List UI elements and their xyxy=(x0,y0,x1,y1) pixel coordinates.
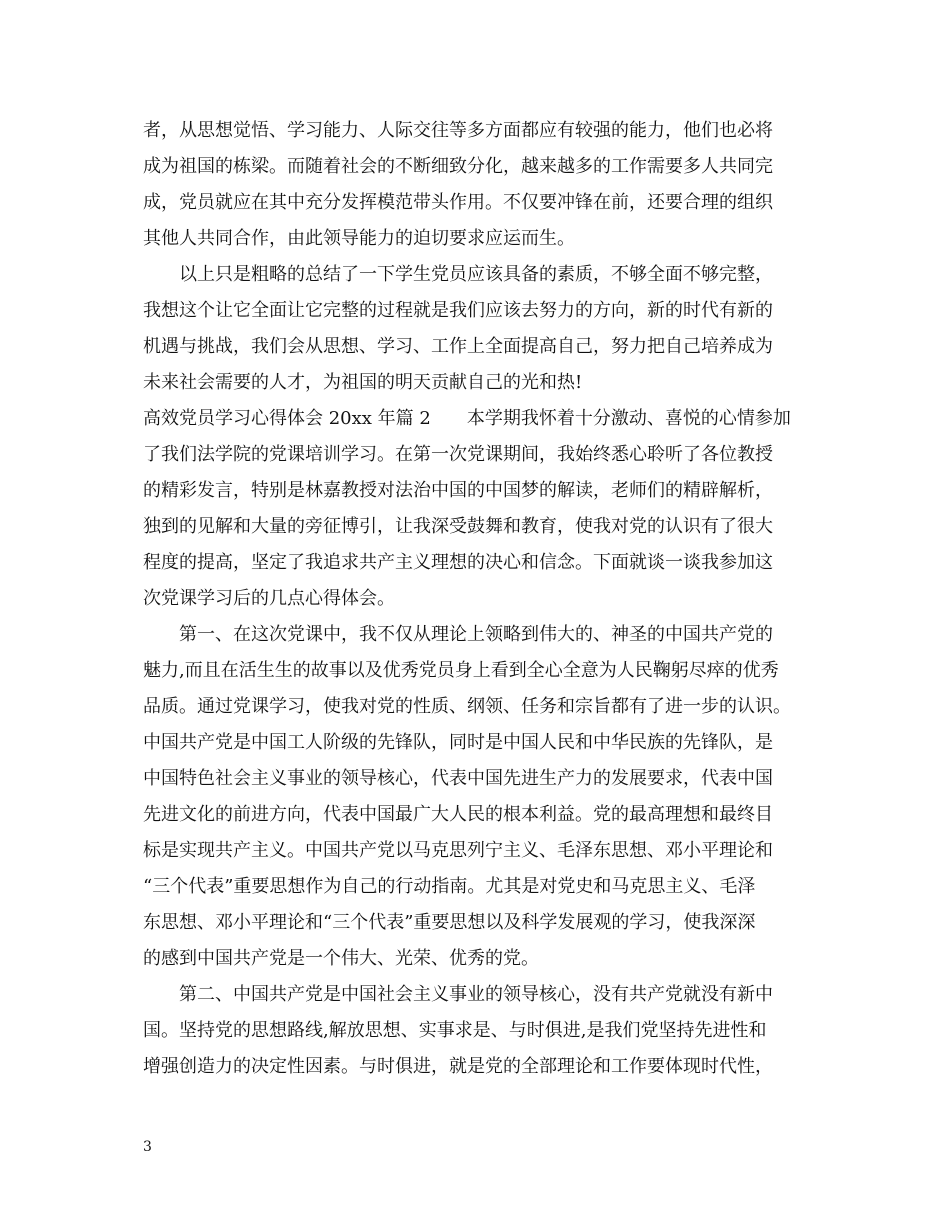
text-line: 了我们法学院的党课培训学习。在第一次党课期间，我始终悉心聆听了各位教授 xyxy=(143,444,773,465)
text-line: 先进文化的前进方向，代表中国最广大人民的根本利益。党的最高理想和最终目 xyxy=(143,804,773,825)
text-line: 我想这个让它全面让它完整的过程就是我们应该去努力的方向，新的时代有新的 xyxy=(143,300,773,321)
text-line: 以上只是粗略的总结了一下学生党员应该具备的素质，不够全面不够完整， xyxy=(143,264,773,285)
text-line: “三个代表”重要思想作为自己的行动指南。尤其是对党史和马克思主义、毛泽 xyxy=(143,876,756,897)
text-line: 东思想、邓小平理论和“三个代表”重要思想以及科学发展观的学习，使我深深 xyxy=(143,912,756,933)
text-line: 其他人共同合作，由此领导能力的迫切要求应运而生。 xyxy=(143,228,575,249)
text-line: 成为祖国的栋梁。而随着社会的不断细致分化，越来越多的工作需要多人共同完 xyxy=(143,156,773,177)
text-line: 的精彩发言，特别是林嘉教授对法治中国的中国梦的解读，老师们的精辟解析， xyxy=(143,480,773,501)
section-heading-line: 高效党员学习心得体会 20xx 年篇 2 本学期我怀着十分激动、喜悦的心情参加 xyxy=(143,408,791,429)
text-line: 中国特色社会主义事业的领导核心，代表中国先进生产力的发展要求，代表中国 xyxy=(143,768,773,789)
text-line: 国。坚持党的思想路线,解放思想、实事求是、与时俱进,是我们党坚持先进性和 xyxy=(143,1020,767,1041)
text-line: 标是实现共产主义。中国共产党以马克思列宁主义、毛泽东思想、邓小平理论和 xyxy=(143,840,773,861)
text-line: 增强创造力的决定性因素。与时俱进，就是党的全部理论和工作要体现时代性， xyxy=(143,1056,773,1077)
page-number: 3 xyxy=(143,1139,152,1155)
text-line: 魅力,而且在活生生的故事以及优秀党员身上看到全心全意为人民鞠躬尽瘁的优秀 xyxy=(143,660,779,681)
text-line: 第二、中国共产党是中国社会主义事业的领导核心，没有共产党就没有新中 xyxy=(143,984,773,1005)
text-line: 品质。通过党课学习，使我对党的性质、纲领、任务和宗旨都有了进一步的认识。 xyxy=(143,696,791,717)
text-line: 机遇与挑战，我们会从思想、学习、工作上全面提高自己，努力把自己培养成为 xyxy=(143,336,773,357)
text-line: 中国共产党是中国工人阶级的先锋队，同时是中国人民和中华民族的先锋队，是 xyxy=(143,732,773,753)
text-line: 成，党员就应在其中充分发挥模范带头作用。不仅要冲锋在前，还要合理的组织 xyxy=(143,192,773,213)
text-line: 者，从思想觉悟、学习能力、人际交往等多方面都应有较强的能力，他们也必将 xyxy=(143,120,773,141)
text-line: 程度的提高，坚定了我追求共产主义理想的决心和信念。下面就谈一谈我参加这 xyxy=(143,552,773,573)
text-line: 的感到中国共产党是一个伟大、光荣、优秀的党。 xyxy=(143,948,539,969)
text-line: 第一、在这次党课中，我不仅从理论上领略到伟大的、神圣的中国共产党的 xyxy=(143,624,773,645)
text-line: 独到的见解和大量的旁征博引，让我深受鼓舞和教育，使我对党的认识有了很大 xyxy=(143,516,773,537)
text-line: 次党课学习后的几点心得体会。 xyxy=(143,588,395,609)
text-line: 未来社会需要的人才，为祖国的明天贡献自己的光和热! xyxy=(143,372,583,393)
